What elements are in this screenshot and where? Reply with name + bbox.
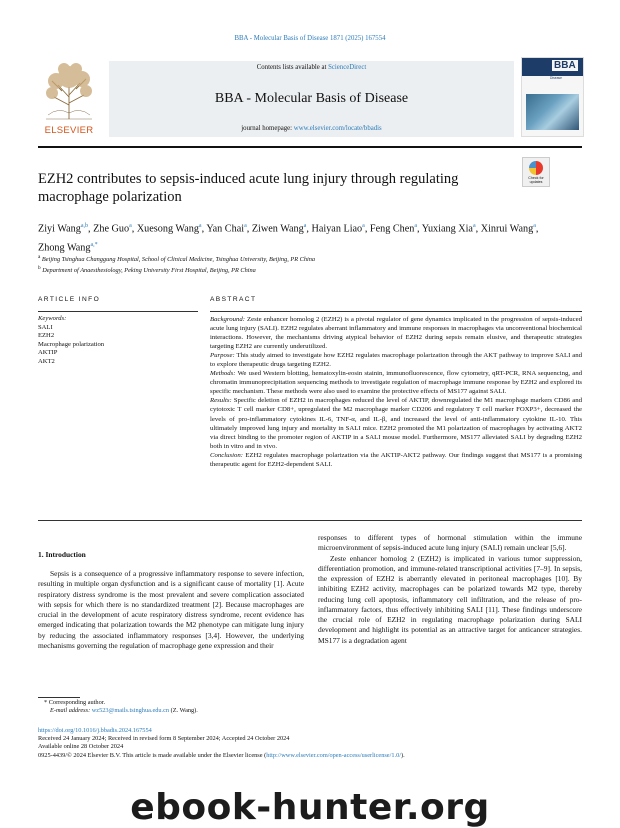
author-affiliation-mark[interactable]: a [472, 223, 476, 229]
intro-paragraph-1: Sepsis is a consequence of a progressive inflammatory response to severe infection, resulting in multiple organ dysfunction and is a significant cause of mortality [1]. Acute respiratory distress syndrome is the most prevalent and severe complication associated with sepsis for which there is no standardized treatment [2]. Because macrophages are crucial in the development of acute respiratory distress syndrome, recent evidence has emerged indicating that polarization towards the M2 phenotype can mitigate lung injury by reducing the associated inflammatory responses [3,4]. However, the underlying mechanisms governing the regulation of macrophage gene expression and their [38, 569, 304, 650]
section-heading-introduction: 1. Introduction [38, 550, 86, 559]
abstract-rule [210, 311, 582, 312]
footnote-rule [38, 697, 80, 698]
footnote-mark: * [44, 699, 48, 706]
author-name[interactable]: Ziwen Wang [251, 223, 304, 235]
cover-subtitle: Molecular Basis of Disease [550, 72, 577, 80]
check-for-updates-button[interactable] [522, 157, 550, 187]
journal-cover-thumbnail [521, 57, 584, 137]
author-name[interactable]: Ziyi Wang [38, 223, 81, 235]
author-affiliation-mark[interactable]: a [533, 223, 536, 229]
affiliation-b: $^b$ Department of Anaesthesiology, Peking University First Hospital, Beijing, PR China [38, 265, 256, 275]
homepage-line: journal homepage: www.elsevier.com/locate/bbadis [241, 125, 382, 132]
author-affiliation-mark[interactable]: a [303, 223, 307, 229]
header-rule [38, 146, 582, 148]
contents-line: Contents lists available at ScienceDirect [256, 64, 367, 71]
author-name[interactable]: Zhong Wang [38, 242, 91, 254]
article-info-heading: ARTICLE INFO [38, 296, 101, 303]
cover-image [526, 94, 579, 130]
author-name[interactable]: Xinrui Wang [480, 223, 534, 235]
journal-name: BBA - Molecular Basis of Disease [214, 91, 409, 106]
article-title: EZH2 contributes to sepsis-induced acute lung injury through regulating macrophage polarization [38, 171, 459, 205]
keyword: SALI [38, 323, 53, 331]
article-history [38, 727, 582, 760]
available-online: Available online 28 October 2024 [38, 743, 124, 751]
crossmark-icon [529, 161, 543, 175]
license-link[interactable]: http://www.elsevier.com/open-access/userlicense/1.0/ [266, 751, 401, 759]
author-affiliation-mark[interactable]: a,* [90, 242, 98, 249]
keywords-label: Keywords: [38, 315, 67, 322]
email-label: E-mail address: [50, 707, 91, 715]
author-affiliation-mark[interactable]: a [362, 223, 365, 229]
corresponding-author: Corresponding author. [48, 699, 106, 706]
keyword: EZH2 [38, 332, 55, 340]
masthead [38, 57, 582, 142]
author-list: Ziyi Wang$^{a,b}$, Zhe Guo$^a$, Xuesong Wang$^a$, Yan Chai$^a$, Ziwen Wang$^a$, Haiyan Liao$^a$, Feng Chen$^a$, Yuxiang Xia$^a$, Xinrui Wang$^a$, Zhong Wang$^{a,*}$ [38, 223, 539, 254]
cover-label: BBA [554, 60, 576, 71]
abstract-purpose: Purpose: This study aimed to investigate how EZH2 regulates macrophage polarization through the AKT pathway to improve SALI and to explore therapeutic drugs targeting EZH2. [210, 352, 582, 369]
journal-homepage-link[interactable]: www.elsevier.com/locate/bbadis [293, 125, 382, 132]
sciencedirect-link[interactable]: ScienceDirect [328, 64, 367, 71]
author-affiliation-mark[interactable]: a,b [80, 223, 89, 229]
abstract-heading: ABSTRACT [210, 296, 257, 303]
abstract-methods: Methods: We used Western blotting, hematoxylin-eosin stainin, immunofluorescence, flow cytometry, qRT-PCR, RNA sequencing, and chromatin immunoprecipitation sequencing methods to investigate regulation of macrophage immune response by EZH2 and explored its specific mechanism. These methods were also used to examine the protective effects of MS177 against SALI. [210, 370, 582, 396]
body-column-left [38, 569, 304, 651]
journal-citation[interactable]: BBA - Molecular Basis of Disease 1871 (2025) 167554 [234, 35, 386, 42]
affiliations [38, 253, 578, 276]
intro-paragraph-2: responses to different types of hormonal stimulation within the immune microenvironment of sepsis-induced acute lung injury (SALI) remain unclear [5,6]. [318, 533, 582, 553]
journal-banner [109, 61, 514, 137]
keyword: AKT2 [38, 357, 55, 365]
author-affiliation-mark[interactable]: a [129, 223, 132, 229]
abstract-text [210, 315, 582, 469]
author-affiliation-mark[interactable]: a [244, 223, 247, 229]
abstract-results: Results: Specific deletion of EZH2 in macrophages reduced the level of AKTIP, downregulated the M1 macrophage markers CD86 and cytotoxic T cell marker CD8+, upregulated the M2 macrophage marker CD206 and regulatory T cell marker FOXP3+, decreased the levels of pro-inflammatory cytokines IL-6, TNF-α, and IL-β, and increased the level of anti-inflammatory cytokine IL-10. This ultimately improved lung injury and mortality in SALI mice. EZH2 promoted the M1 polarization of macrophages by activating AKT2 via direct binding to the promoter region of AKTIP in a SALI mouse model. Furthermore, MS177 alleviated SALI by degrading EZH2 both in vitro and in vivo. [210, 397, 582, 450]
abstract-conclusion: Conclusion: EZH2 regulates macrophage polarization via the AKTIP-AKT2 pathway. Our findings suggest that MS177 is a promising therapeutic agent for EZH2-dependent SALI. [210, 451, 583, 468]
body-column-right [318, 533, 582, 646]
intro-paragraph-3: Zeste enhancer homolog 2 (EZH2) is implicated in various tumor suppression, differentiation promotion, and immune-related transcriptional activities [7–9]. In sepsis, the expression of EZH2 is aberrantly elevated in peritoneal macrophages [10]. By inhibiting EZH2 activity, macrophages can be polarized towards M2 type, thereby reducing lung cell apoptosis, inflammatory cell infiltration, and the release of pro-inflammatory factors, thus effectively inhibiting SALI [11]. These findings underscore the crucial role of EZH2 in regulating macrophage polarization during SALI development and highlight its potential as an attractive target for anticancer strategies. MS177 is a degradation agent [318, 553, 582, 645]
footnote: * Corresponding author. E-mail address: wz523@mails.tsinghua.edu.cn (Z. Wang). [44, 699, 198, 715]
author-email-link[interactable]: wz523@mails.tsinghua.edu.cn [91, 707, 170, 715]
publisher-wordmark: ELSEVIER [44, 125, 94, 136]
watermark-text: ebook-hunter.org [130, 787, 490, 828]
doi-link[interactable]: https://doi.org/10.1016/j.bbadis.2024.167554 [38, 727, 152, 734]
author-name[interactable]: Feng Chen [369, 223, 415, 235]
crossmark-label: Check for updates [528, 176, 544, 184]
license-line: 0925-4439/© 2024 Elsevier B.V. This article is made available under the Elsevier license (http://www.elsevier.com/open-access/userlicense/1.0/). [38, 751, 405, 759]
abstract-background: Background: Zeste enhancer homolog 2 (EZH2) is a pivotal regulator of gene dynamics implicated in the progression of sepsis-induced acute lung injury (SALI). EZH2 regulates aberrant inflammatory and immune responses in macrophages via unconventional biochemical interactions. However, the mechanisms driving atypical behavior of EZH2 during sepsis remain elusive, and therapeutic strategies targeting EZH2 are currently underutilized. [210, 316, 583, 351]
abstract-bottom-rule [38, 520, 582, 521]
keywords-block [38, 315, 198, 367]
received-dates: Received 24 January 2024; Received in revised form 8 September 2024; Accepted 24 October 2024 [38, 735, 290, 743]
affiliation-a: $^a$ Beijing Tsinghua Changgung Hospital, School of Clinical Medicine, Tsinghua University, Beijing, PR China [38, 254, 316, 264]
author-name[interactable]: Haiyan Liao [311, 223, 363, 235]
author-name[interactable]: Xuesong Wang [136, 223, 199, 235]
author-name[interactable]: Yan Chai [206, 223, 245, 235]
article-info-rule [38, 311, 198, 312]
author-name[interactable]: Yuxiang Xia [421, 223, 473, 235]
author-affiliation-mark[interactable]: a [198, 223, 202, 229]
author-affiliation-mark[interactable]: a [414, 223, 418, 229]
keyword: AKTIP [38, 349, 58, 357]
keyword: Macrophage polarization [38, 340, 105, 348]
author-name[interactable]: Zhe Guo [93, 223, 130, 235]
